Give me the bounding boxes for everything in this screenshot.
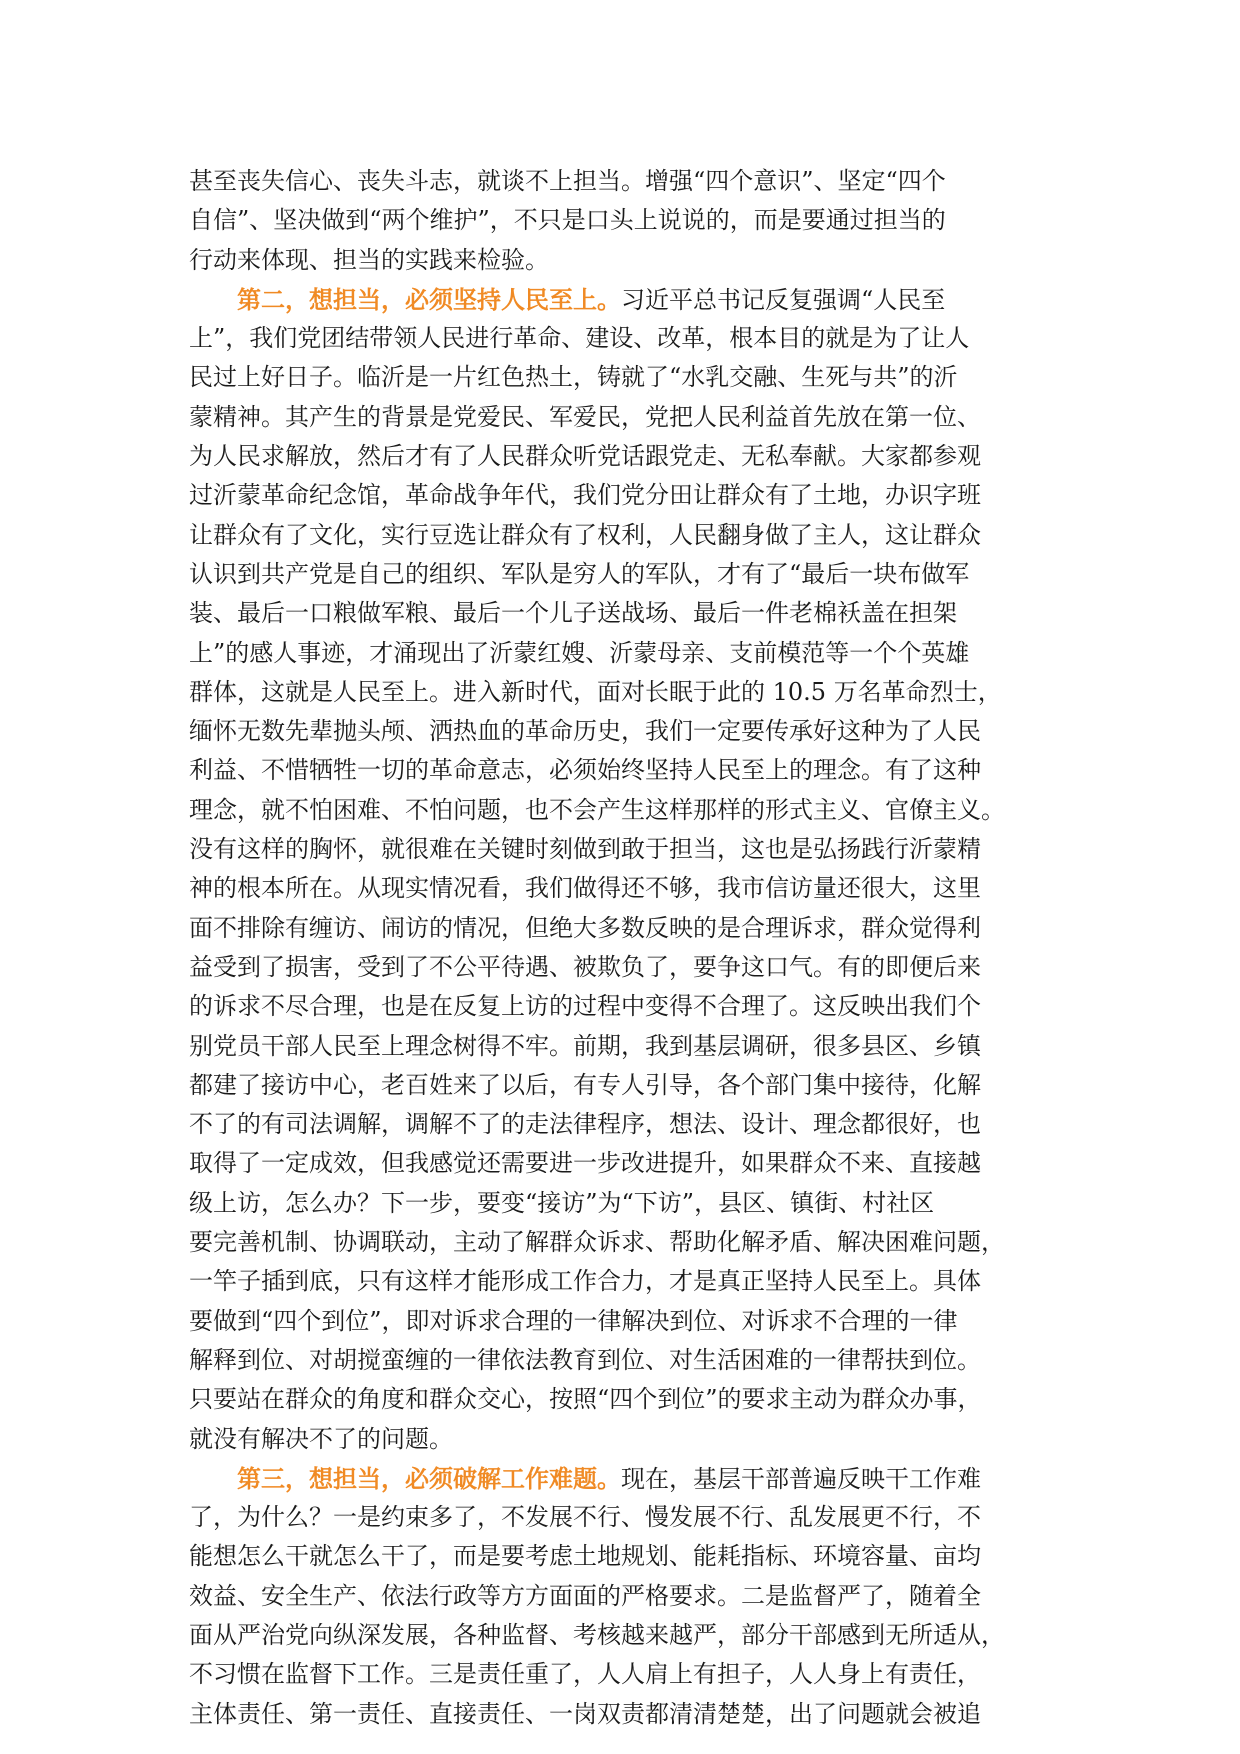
text-line: 缅怀无数先辈抛头颅、洒热血的革命历史，我们一定要传承好这种为了人民 — [189, 717, 981, 746]
text-line: 就没有解决不了的问题。 — [189, 1424, 453, 1453]
text-line: 主体责任、第一责任、直接责任、一岗双责都清清楚楚，出了问题就会被追 — [189, 1699, 981, 1728]
text-line: 蒙精神。其产生的背景是党爱民、军爱民，党把人民利益首先放在第一位、 — [189, 402, 981, 431]
text-line: 解释到位、对胡搅蛮缠的一律依法教育到位、对生活困难的一律帮扶到位。 — [189, 1345, 981, 1374]
text-line: 没有这样的胸怀，就很难在关键时刻做到敢于担当，这也是弘扬践行沂蒙精 — [189, 835, 981, 864]
text-line: 不习惯在监督下工作。三是责任重了，人人肩上有担子，人人身上有责任， — [189, 1660, 981, 1689]
text-line: 理念，就不怕困难、不怕问题，也不会产生这样那样的形式主义、官僚主义。 — [189, 795, 1005, 824]
text-line: 级上访，怎么办？下一步，要变“接访”为“下访”，县区、镇街、村社区 — [189, 1188, 935, 1217]
heading-line — [189, 1459, 1049, 1498]
text-line: 利益、不惜牺牲一切的革命意志，必须始终坚持人民至上的理念。有了这种 — [189, 756, 981, 785]
text-line: 神的根本所在。从现实情况看，我们做得还不够，我市信访量还很大，这里 — [189, 874, 981, 903]
text-line: 不了的有司法调解，调解不了的走法律程序，想法、设计、理念都很好，也 — [189, 1110, 981, 1139]
text-run: 现在，基层干部普遍反映干工作难 — [621, 1464, 981, 1493]
text-line: 群体，这就是人民至上。进入新时代，面对长眠于此的 10.5 万名革命烈士， — [189, 677, 1002, 706]
heading-line — [189, 280, 1049, 319]
text-line: 民过上好日子。临沂是一片红色热土，铸就了“水乳交融、生死与共”的沂 — [189, 363, 958, 392]
text-line: 取得了一定成效，但我感觉还需要进一步改进提升，如果群众不来、直接越 — [189, 1149, 981, 1178]
text-line: 为人民求解放，然后才有了人民群众听党话跟党走、无私奉献。大家都参观 — [189, 442, 981, 471]
text-line: 益受到了损害，受到了不公平待遇、被欺负了，要争这口气。有的即便后来 — [189, 952, 981, 981]
text-line: 自信”、坚决做到“两个维护”，不只是口头上说说的，而是要通过担当的 — [189, 206, 946, 235]
text-line: 行动来体现、担当的实践来检验。 — [189, 245, 549, 274]
document-body — [189, 162, 1049, 1734]
text-line: 效益、安全生产、依法行政等方方面面的严格要求。二是监督严了，随着全 — [189, 1581, 981, 1610]
section-heading: 第二，想担当，必须坚持人民至上。 — [237, 284, 621, 314]
text-line: 面不排除有缠访、闹访的情况，但绝大多数反映的是合理诉求，群众觉得利 — [189, 913, 981, 942]
text-line: 只要站在群众的角度和群众交心，按照“四个到位”的要求主动为群众办事， — [189, 1385, 982, 1414]
text-line: 的诉求不尽合理，也是在反复上访的过程中变得不合理了。这反映出我们个 — [189, 992, 981, 1021]
text-line: 认识到共产党是自己的组织、军队是穷人的军队，才有了“最后一块布做军 — [189, 559, 970, 588]
text-line: 都建了接访中心，老百姓来了以后，有专人引导，各个部门集中接待，化解 — [189, 1070, 981, 1099]
text-line: 让群众有了文化，实行豆选让群众有了权利，人民翻身做了主人，这让群众 — [189, 520, 981, 549]
text-line: 要做到“四个到位”，即对诉求合理的一律解决到位、对诉求不合理的一律 — [189, 1306, 958, 1335]
text-line: 要完善机制、协调联动，主动了解群众诉求、帮助化解矛盾、解决困难问题， — [189, 1228, 1005, 1257]
section-heading: 第三，想担当，必须破解工作难题。 — [237, 1463, 621, 1493]
text-line: 上”的感人事迹，才涌现出了沂蒙红嫂、沂蒙母亲、支前模范等一个个英雄 — [189, 638, 970, 667]
text-line: 面从严治党向纵深发展，各种监督、考核越来越严，部分干部感到无所适从， — [189, 1620, 1005, 1649]
text-line: 一竿子插到底，只有这样才能形成工作合力，才是真正坚持人民至上。具体 — [189, 1267, 981, 1296]
text-line: 别党员干部人民至上理念树得不牢。前期，我到基层调研，很多县区、乡镇 — [189, 1031, 981, 1060]
text-line: 上”，我们党团结带领人民进行革命、建设、改革，根本目的就是为了让人 — [189, 324, 970, 353]
text-line: 能想怎么干就怎么干了，而是要考虑土地规划、能耗指标、环境容量、亩均 — [189, 1542, 981, 1571]
text-line: 装、最后一口粮做军粮、最后一个儿子送战场、最后一件老棉袄盖在担架 — [189, 599, 957, 628]
text-line: 过沂蒙革命纪念馆，革命战争年代，我们党分田让群众有了土地，办识字班 — [189, 481, 981, 510]
text-run: 习近平总书记反复强调“人民至 — [621, 285, 946, 314]
text-line: 甚至丧失信心、丧失斗志，就谈不上担当。增强“四个意识”、坚定“四个 — [189, 167, 946, 195]
text-line: 了，为什么？一是约束多了，不发展不行、慢发展不行、乱发展更不行，不 — [189, 1503, 981, 1532]
